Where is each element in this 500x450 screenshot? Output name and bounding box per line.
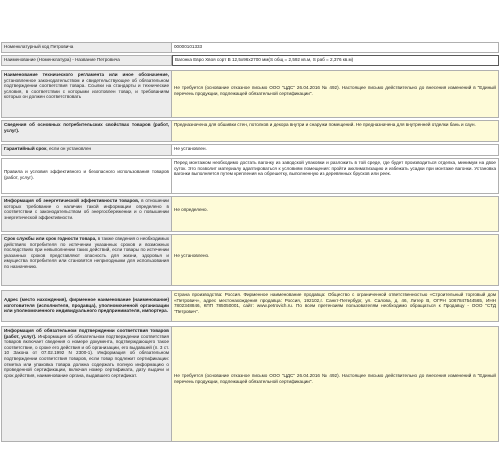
label-mandatory-certification xyxy=(1,326,172,442)
label-nomenclature-code: Номенклатурный код Петровича xyxy=(1,42,172,53)
label-consumer-properties-bold: Сведения об основных потребительских свойствах товаров (работ, услуг). xyxy=(4,122,169,133)
row-usage-rules xyxy=(1,158,499,194)
value-manufacturer-address: Страна производства: Россия. Фирменное наименование продавца: Общество с ограниченной ответственностью «Строительный торговый дом «Петрович», адрес местонахождения продавца: Россия, 192102,г. Санкт-Петербург, ул. Салова, д. 46, Литер В, ОГРН 1067847544565, ИНН 7802348846, КПП 785050001, сайт: www.petrovich.ru. По всем претензиям пользователям необходимо обращаться к Продавцу - ООО "СТД "Петрович". xyxy=(172,290,499,322)
value-usage-rules: Перед монтажом необходимо достать вагонку из заводской упаковки и разложить в той среде, где будет производиться отделка, минимум на двое суток. Это позволит материалу адаптироваться к условиям помещения: пройти акклиматизацию и избежать усадки при монтаже вагонки. Установка вагонки выполняется путем крепления на обрешетку, выполненную из деревянных брусков или реек. xyxy=(172,158,499,194)
label-mandatory-certification-rest: Информация об обязательном подтверждении соответствия товаров включает сведения о номере документа, подтверждающего такое соответствие, о сроке его действия и об организации, его выдавшей (п. 3 ст. 10 Закона от 07.02.1992 N 2300-1). Информация об обязательном подтверждении соответствия товаров, если товар подлежит сертификации: отметка или упаковка товара должна содержать полную информацию о проведенной сертификации, включая номер сертификата, дату выдачи и срок действия, наименование органа, выдавшего сертификат. xyxy=(4,333,169,378)
value-energy-efficiency: Не определено. xyxy=(172,196,499,232)
label-service-life xyxy=(1,234,172,286)
row-manufacturer-address xyxy=(1,290,499,322)
row-product-name xyxy=(1,55,499,66)
label-warranty-bold: Гарантийный срок xyxy=(4,146,47,151)
value-nomenclature-code: 00000101333 xyxy=(172,42,499,53)
value-product-name: Вагонка Евро Хвоя сорт В 12,5х96х2700 мм(S общ = 2,592 кв.м, S раб = 2,376 кв.м) xyxy=(172,55,499,66)
label-manufacturer-address xyxy=(1,290,172,322)
row-nomenclature-code xyxy=(1,42,499,53)
value-consumer-properties: Предназначена для обшивки стен, потолков и декора внутри и снаружи помещений. Не предназначена для внутренней отделки бань и саун. xyxy=(172,120,499,142)
value-tech-regulation: Не требуется (основание отказное письмо ООО "ЦДС" 26.04.2016 № 492). Настоящее письмо действительно до внесения изменений в "Единый перечень продукции, подлежащей обязательной сертификации". xyxy=(172,70,499,118)
row-warranty xyxy=(1,144,499,156)
row-tech-regulation xyxy=(1,70,499,118)
label-tech-regulation-rest: установленное законодательством и свидетельствующее об обязательном подтверждении соответствия товара. Ссылки на стандарты и технические условия, в соответствии с которыми изготовлен товар, и требованиям которых он должен соответствовать xyxy=(4,77,169,100)
label-energy-efficiency xyxy=(1,196,172,232)
label-energy-efficiency-bold: Информация об энергетической эффективности товаров, xyxy=(4,198,140,203)
row-mandatory-certification xyxy=(1,326,499,442)
label-consumer-properties xyxy=(1,120,172,142)
value-service-life: Не установлено. xyxy=(172,234,499,286)
label-service-life-bold: Срок службы или срок годности товара, xyxy=(4,236,97,241)
label-tech-regulation xyxy=(1,70,172,118)
label-product-name: Наименование (Номенклатура) - Название Петровича xyxy=(1,55,172,66)
label-tech-regulation-bold: Наименование технического регламента или иное обозначение, xyxy=(4,72,169,77)
value-mandatory-certification: Не требуется (основание отказное письмо ООО "ЦДС" 26.04.2016 № 492). Настоящее письмо действительно до внесения изменений в "Единый перечень продукции, подлежащей обязательной сертификации". xyxy=(172,326,499,442)
label-warranty xyxy=(1,144,172,156)
label-service-life-rest: в также сведения о необходимых действиях потребителя по истечении указанных сроков и возможных последствиях при невыполнении таких действий, если товары по истечении указанных сроков представляют опасность для жизни, здоровья и имущества потребителя или становятся непригодными для использования по назначению. xyxy=(4,236,169,269)
label-mandatory-certification-bold: Информация об обязательном подтверждении соответствия товаров (работ, услуг). xyxy=(4,328,169,339)
label-energy-efficiency-rest: в отношении которых требование о наличии такой информации определено в соответствии с законодательством об энергосбережении и о повышении энергетической эффективности. xyxy=(4,198,169,220)
value-warranty: Не установлен. xyxy=(172,144,499,156)
row-consumer-properties xyxy=(1,120,499,142)
row-energy-efficiency xyxy=(1,196,499,232)
label-usage-rules: Правила и условия эффективного и безопасного использования товаров (работ, услуг). xyxy=(1,158,172,194)
row-service-life xyxy=(1,234,499,286)
label-manufacturer-address-bold: Адрес (место нахождения), фирменное наименование (наименование) изготовителя (исполнителя, продавца), уполномоченной организации или уполномоченного индивидуального предпринимателя, импортера. xyxy=(4,297,169,314)
label-warranty-rest: , если он установлен xyxy=(46,146,92,151)
